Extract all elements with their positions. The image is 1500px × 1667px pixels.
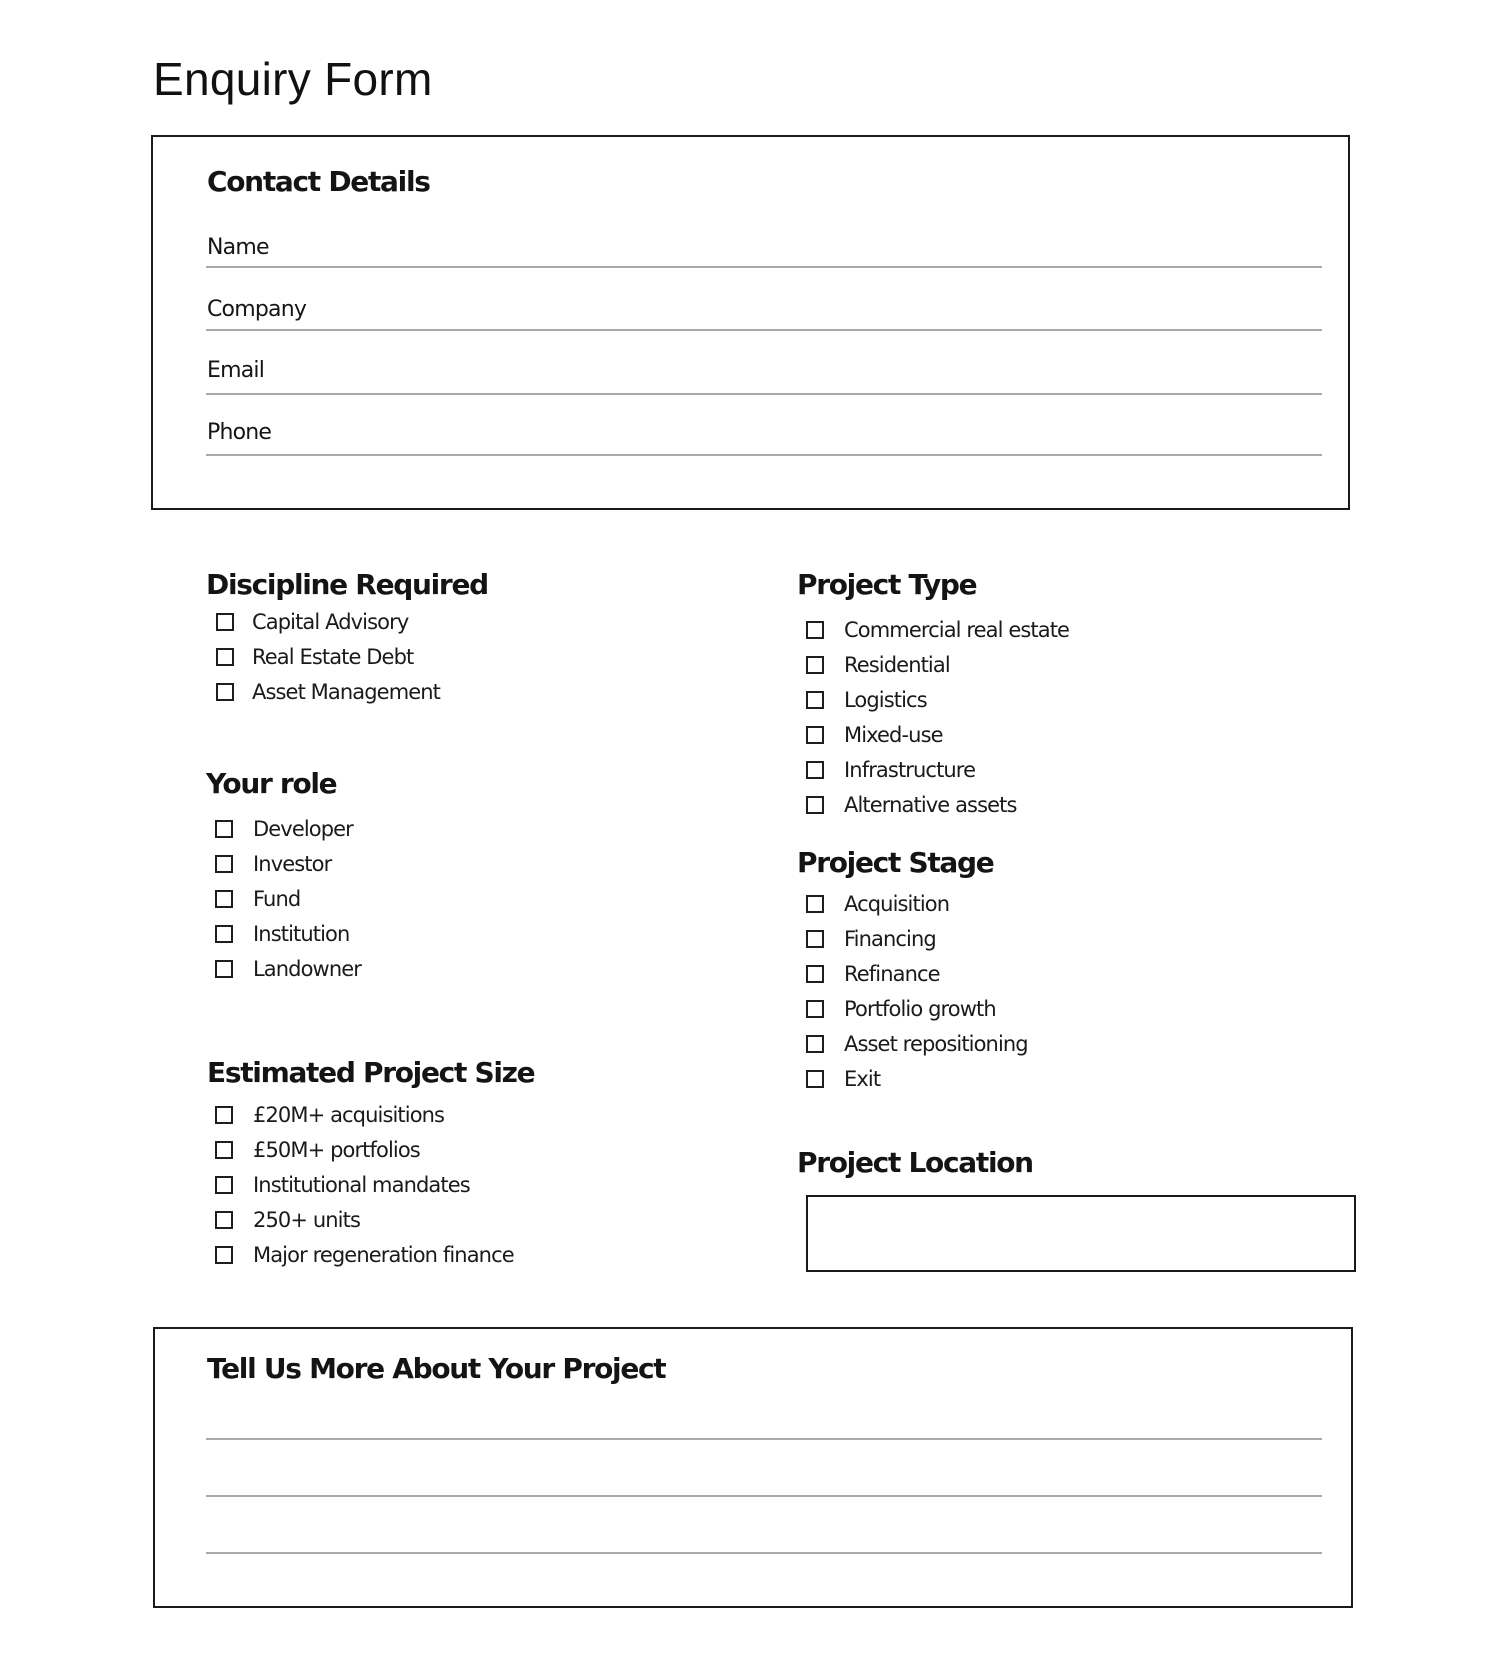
checkbox[interactable] [215, 1141, 233, 1159]
role-option[interactable]: Landowner [215, 956, 361, 982]
name-label: Name [207, 235, 269, 260]
role-title: Your role [206, 767, 337, 800]
project-stage-option[interactable]: Portfolio growth [806, 996, 1028, 1022]
size-option[interactable]: £20M+ acquisitions [215, 1102, 514, 1128]
size-option[interactable]: £50M+ portfolios [215, 1137, 514, 1163]
contact-details-title: Contact Details [207, 165, 430, 198]
discipline-option[interactable]: Capital Advisory [216, 609, 440, 635]
project-type-option[interactable]: Mixed-use [806, 722, 1069, 748]
role-option[interactable]: Fund [215, 886, 361, 912]
project-location-input[interactable] [806, 1195, 1356, 1272]
page-title: Enquiry Form [153, 53, 433, 105]
phone-label: Phone [207, 420, 272, 445]
checkbox[interactable] [215, 1211, 233, 1229]
size-option[interactable]: Institutional mandates [215, 1172, 514, 1198]
checkbox[interactable] [806, 761, 824, 779]
project-type-option[interactable]: Commercial real estate [806, 617, 1069, 643]
project-type-option[interactable]: Residential [806, 652, 1069, 678]
checkbox[interactable] [215, 925, 233, 943]
checkbox[interactable] [806, 796, 824, 814]
discipline-option[interactable]: Real Estate Debt [216, 644, 440, 670]
project-type-option[interactable]: Infrastructure [806, 757, 1069, 783]
size-option[interactable]: Major regeneration finance [215, 1242, 514, 1268]
checkbox[interactable] [216, 683, 234, 701]
checkbox[interactable] [806, 965, 824, 983]
size-title: Estimated Project Size [207, 1056, 535, 1089]
project-stage-option[interactable]: Asset repositioning [806, 1031, 1028, 1057]
project-stage-title: Project Stage [797, 846, 994, 879]
name-field[interactable] [206, 266, 1322, 268]
project-type-title: Project Type [797, 568, 977, 601]
checkbox[interactable] [215, 855, 233, 873]
checkbox[interactable] [215, 960, 233, 978]
project-details-line[interactable] [206, 1438, 1322, 1440]
role-options [215, 816, 361, 982]
checkbox[interactable] [806, 1000, 824, 1018]
company-field[interactable] [206, 329, 1322, 331]
size-option[interactable]: 250+ units [215, 1207, 514, 1233]
checkbox[interactable] [806, 930, 824, 948]
discipline-options [216, 609, 440, 705]
project-stage-options [806, 891, 1028, 1092]
project-stage-option[interactable]: Exit [806, 1066, 1028, 1092]
email-label: Email [207, 358, 265, 383]
checkbox[interactable] [216, 648, 234, 666]
size-options [215, 1102, 514, 1268]
company-label: Company [207, 297, 307, 322]
project-type-option[interactable]: Alternative assets [806, 792, 1069, 818]
project-stage-option[interactable]: Acquisition [806, 891, 1028, 917]
checkbox[interactable] [215, 820, 233, 838]
checkbox[interactable] [215, 1246, 233, 1264]
checkbox[interactable] [806, 1070, 824, 1088]
checkbox[interactable] [216, 613, 234, 631]
project-location-title: Project Location [797, 1146, 1033, 1179]
project-type-option[interactable]: Logistics [806, 687, 1069, 713]
project-details-line[interactable] [206, 1552, 1322, 1554]
project-stage-option[interactable]: Refinance [806, 961, 1028, 987]
role-option[interactable]: Institution [215, 921, 361, 947]
project-details-line[interactable] [206, 1495, 1322, 1497]
project-stage-option[interactable]: Financing [806, 926, 1028, 952]
discipline-option[interactable]: Asset Management [216, 679, 440, 705]
checkbox[interactable] [806, 656, 824, 674]
phone-field[interactable] [206, 454, 1322, 456]
project-type-options [806, 617, 1069, 818]
checkbox[interactable] [215, 890, 233, 908]
checkbox[interactable] [806, 1035, 824, 1053]
checkbox[interactable] [806, 726, 824, 744]
discipline-title: Discipline Required [206, 568, 488, 601]
role-option[interactable]: Developer [215, 816, 361, 842]
role-option[interactable]: Investor [215, 851, 361, 877]
checkbox[interactable] [806, 691, 824, 709]
checkbox[interactable] [806, 621, 824, 639]
checkbox[interactable] [215, 1176, 233, 1194]
email-field[interactable] [206, 393, 1322, 395]
checkbox[interactable] [806, 895, 824, 913]
checkbox[interactable] [215, 1106, 233, 1124]
project-details-title: Tell Us More About Your Project [207, 1352, 666, 1385]
